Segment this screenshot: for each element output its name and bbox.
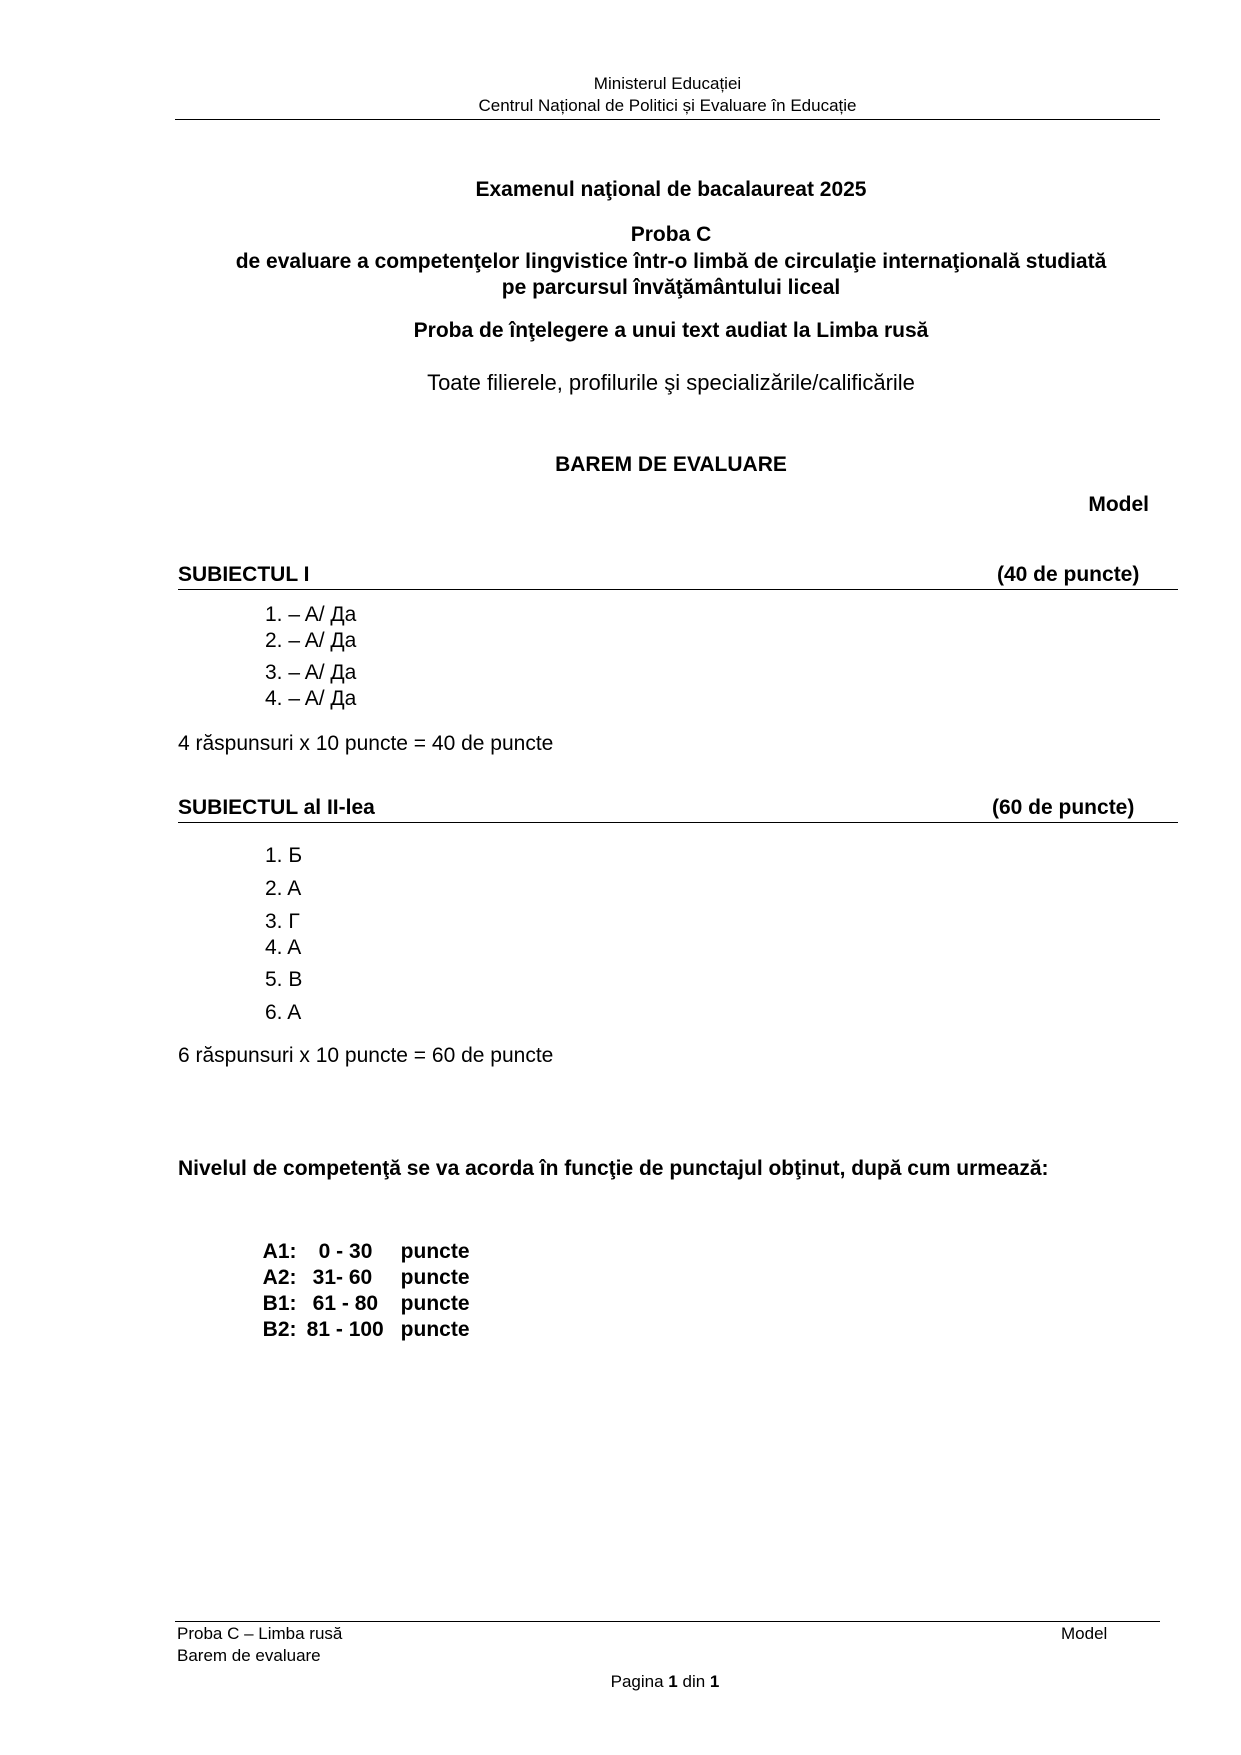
subject1-summary: 4 răspunsuri x 10 puncte = 40 de puncte — [178, 732, 554, 755]
subject2-answer: 6. A — [265, 1001, 302, 1024]
proba-description-line2: pe parcursul învăţământului liceal — [501, 276, 841, 299]
exam-title: Examenul naţional de bacalaureat 2025 — [475, 178, 867, 201]
subject2-heading — [178, 796, 1178, 823]
subject1-points: (40 de puncte) — [997, 563, 1140, 586]
level-range: 31- 60 — [312, 1266, 373, 1289]
subject2-summary: 6 răspunsuri x 10 puncte = 60 de puncte — [178, 1044, 554, 1067]
level-range: 0 - 30 — [318, 1240, 373, 1263]
competence-intro: Nivelul de competenţă se va acorda în funcţie de punctajul obţinut, după cum urmează: — [178, 1157, 1049, 1180]
model-label: Model — [1088, 493, 1149, 516]
subject2-answer: 3. Г — [265, 910, 300, 933]
footer-divider — [175, 1621, 1160, 1622]
subject2-title: SUBIECTUL al II-lea — [178, 796, 375, 819]
footer-model: Model — [1061, 1624, 1108, 1643]
competence-level-row — [251, 1291, 470, 1343]
header-center: Centrul Național de Politici și Evaluare în Educație — [478, 96, 857, 115]
subject1-heading — [178, 563, 1178, 590]
subject1-answer: 1. – A/ Да — [265, 603, 357, 626]
subject2-answer: 1. Б — [265, 844, 303, 867]
page-number — [0, 1672, 1241, 1692]
subject2-answer: 5. B — [265, 968, 303, 991]
page-label: Pagina — [610, 1672, 664, 1691]
filiere-text: Toate filierele, profilurile şi specializările/calificările — [427, 370, 915, 395]
subject1-answer: 2. – A/ Да — [265, 629, 357, 652]
level-unit: puncte — [400, 1318, 470, 1341]
page-current: 1 — [668, 1672, 678, 1691]
level-range: 81 - 100 — [306, 1318, 384, 1341]
proba-description-line1: de evaluare a competenţelor lingvistice într-o limbă de circulaţie internaţională studiată — [235, 250, 1107, 273]
level-unit: puncte — [400, 1240, 470, 1263]
barem-title: BAREM DE EVALUARE — [555, 453, 787, 476]
level-code: B1: — [262, 1292, 297, 1315]
header-divider — [175, 119, 1160, 120]
level-unit: puncte — [400, 1292, 470, 1315]
level-code: B2: — [262, 1318, 297, 1341]
subject2-points: (60 de puncte) — [992, 796, 1135, 819]
level-code: A2: — [262, 1266, 297, 1289]
footer-barem: Barem de evaluare — [177, 1646, 321, 1665]
header-ministry: Ministerul Educației — [593, 74, 742, 93]
level-unit: puncte — [400, 1266, 470, 1289]
subject1-title: SUBIECTUL I — [178, 563, 310, 586]
proba-title: Proba C — [630, 223, 712, 246]
level-code: A1: — [262, 1240, 297, 1263]
level-range: 61 - 80 — [312, 1292, 379, 1315]
subject1-answer: 3. – A/ Да — [265, 661, 357, 684]
page-total: 1 — [709, 1672, 720, 1691]
footer-proba: Proba C – Limba rusă — [177, 1624, 343, 1643]
subject2-answer: 4. A — [265, 936, 302, 959]
page-of: din — [682, 1672, 706, 1691]
subject1-answer: 4. – A/ Да — [265, 687, 357, 710]
proba-subtitle: Proba de înţelegere a unui text audiat la Limba rusă — [413, 319, 929, 342]
subject2-answer: 2. A — [265, 877, 302, 900]
